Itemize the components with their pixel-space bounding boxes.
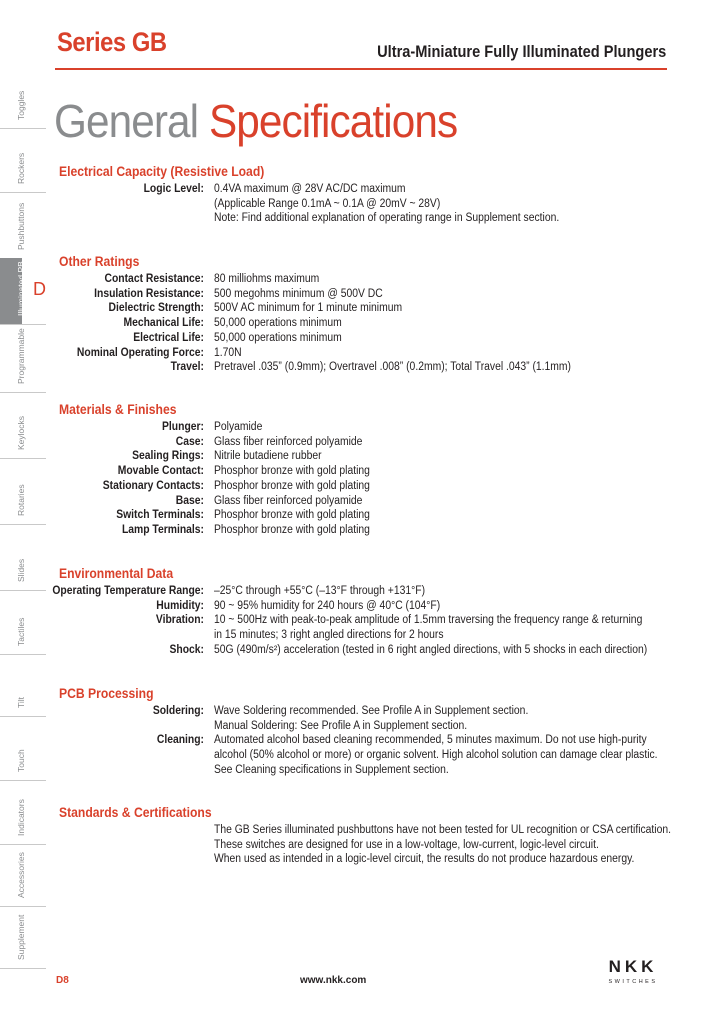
spec-value <box>214 599 440 614</box>
spec-label: Insulation Resistance: <box>94 287 204 300</box>
spec-label: Base: <box>175 494 204 507</box>
logo-text: NKK <box>608 957 658 976</box>
spec-value <box>214 331 342 346</box>
spec-value-line: Phosphor bronze with gold plating <box>214 479 370 492</box>
spec-value-line: Glass fiber reinforced polyamide <box>214 435 363 448</box>
side-tab-text: Rockers <box>16 152 26 184</box>
standards-text <box>214 823 671 867</box>
standards-line: The GB Series illuminated pushbuttons have not been tested for UL recognition or CSA certification. <box>214 824 672 836</box>
spec-value-line: 1.70N <box>214 346 242 359</box>
spec-value-line: Pretravel .035” (0.9mm); Overtravel .008” (0.2mm); Total Travel .043” (1.1mm) <box>214 361 571 374</box>
spec-value-line: –25°C through +55°C (–13°F through +131°F) <box>214 585 426 597</box>
page-title <box>54 94 457 148</box>
side-tab-text: Indicators <box>16 799 26 836</box>
spec-value-line: Note: Find additional explanation of operating range in Supplement section. <box>214 212 560 225</box>
spec-value-line: Automated alcohol based cleaning recommended, 5 minutes maximum. Do not use high-purity <box>214 734 647 747</box>
standards-line: When used as intended in a logic-level circuit, the results do not produce hazardous energy. <box>214 853 635 866</box>
side-tab-text: Tactiles <box>16 617 26 646</box>
spec-value <box>214 523 370 538</box>
website-link[interactable]: www.nkk.com <box>300 975 367 986</box>
spec-label: Sealing Rings: <box>132 450 204 463</box>
spec-value <box>214 494 362 509</box>
side-tab-text: Programmable <box>16 328 26 384</box>
spec-value-line: 90 ~ 95% humidity for 240 hours @ 40°C (104°F) <box>214 599 441 612</box>
side-tab-text: Illuminated PB <box>16 261 26 316</box>
side-tab-text: Touch <box>16 749 26 772</box>
standards-line: These switches are designed for use in a low-voltage, low-current, logic-level circuit. <box>214 838 599 851</box>
spec-label: Travel: <box>170 361 204 374</box>
logo-subtext: SWITCHES <box>608 979 658 985</box>
spec-label: Case: <box>175 435 204 448</box>
spec-label: Nominal Operating Force: <box>76 346 204 359</box>
side-tab-pushbuttons[interactable] <box>0 192 46 259</box>
spec-label: Mechanical Life: <box>123 317 204 330</box>
side-tab-text: Toggles <box>16 90 26 120</box>
spec-label: Cleaning: <box>156 734 204 747</box>
section-title-pcb: PCB Processing <box>59 686 154 701</box>
spec-value-line: 500V AC minimum for 1 minute minimum <box>214 302 403 315</box>
spec-value-line: Glass fiber reinforced polyamide <box>214 494 363 507</box>
page-number: D8 <box>56 975 69 986</box>
spec-value-line: Manual Soldering: See Profile A in Supplement section. <box>214 719 468 732</box>
section-letter: D <box>33 279 46 299</box>
spec-label: Humidity: <box>156 599 204 612</box>
side-tab-supplement[interactable] <box>0 906 46 969</box>
spec-value <box>214 613 642 642</box>
spec-label: Soldering: <box>152 705 204 717</box>
spec-value <box>214 479 370 494</box>
side-tab-toggles[interactable] <box>0 60 46 129</box>
spec-value-line: 80 milliohms maximum <box>214 273 320 285</box>
spec-label: Lamp Terminals: <box>121 523 204 536</box>
spec-value-line: (Applicable Range 0.1mA ~ 0.1A @ 20mV ~ 28V) <box>214 197 441 210</box>
spec-value <box>214 420 262 435</box>
spec-value-line: 10 ~ 500Hz with peak-to-peak amplitude of 1.5mm traversing the frequency range & returning <box>214 614 643 627</box>
side-tab-accessories[interactable] <box>0 844 46 907</box>
page-title-specifications: Specifications <box>208 95 458 147</box>
spec-value <box>214 301 402 316</box>
spec-label: Dielectric Strength: <box>108 302 204 315</box>
spec-value <box>214 464 370 479</box>
spec-label: Vibration: <box>155 614 204 627</box>
spec-value-line: Phosphor bronze with gold plating <box>214 523 370 536</box>
section-title-standards: Standards & Certifications <box>59 805 212 820</box>
spec-value-line: 0.4VA maximum @ 28V AC/DC maximum <box>214 183 406 195</box>
section-title-environmental: Environmental Data <box>59 566 174 581</box>
spec-label: Logic Level: <box>143 183 204 195</box>
spec-value <box>214 584 425 599</box>
side-tab-text: Slides <box>16 558 26 582</box>
spec-value <box>214 643 647 658</box>
spec-value-line: Polyamide <box>214 421 263 433</box>
spec-value <box>214 316 342 331</box>
spec-value-line: alcohol (50% alcohol or more) or organic solvent. High alcohol solution can damage clear plastic. <box>214 749 658 762</box>
spec-value-line: Phosphor bronze with gold plating <box>214 509 370 522</box>
spec-label: Movable Contact: <box>117 465 204 478</box>
side-tab-touch[interactable] <box>0 716 46 781</box>
spec-value-line: 50G (490m/s²) acceleration (tested in 6 right angled directions, with 5 shocks in each direction) <box>214 643 648 656</box>
spec-value <box>214 346 242 361</box>
spec-value-line: Nitrile butadiene rubber <box>214 450 322 463</box>
section-title-electrical: Electrical Capacity (Resistive Load) <box>59 164 265 179</box>
side-tab-indicators[interactable] <box>0 780 46 845</box>
spec-value-line: Phosphor bronze with gold plating <box>214 465 370 478</box>
product-subtitle: Ultra-Miniature Fully Illuminated Plungers <box>376 42 666 61</box>
series-title: Series GB <box>57 27 167 57</box>
side-tab-text: Keylocks <box>16 415 26 450</box>
spec-label: Shock: <box>169 643 204 656</box>
side-tab-text: Rotaries <box>16 484 26 516</box>
spec-value-line: 50,000 operations minimum <box>214 331 342 344</box>
spec-label: Plunger: <box>162 421 204 433</box>
spec-value <box>214 435 362 450</box>
nkk-logo <box>598 956 668 986</box>
section-title-other: Other Ratings <box>59 254 140 269</box>
spec-value <box>214 733 658 777</box>
side-tab-text: Supplement <box>16 914 26 960</box>
spec-label: Stationary Contacts: <box>102 479 204 492</box>
spec-value-line: in 15 minutes; 3 right angled directions for 2 hours <box>214 629 444 642</box>
spec-value-line: 500 megohms minimum @ 500V DC <box>214 287 383 300</box>
spec-value-line: Wave Soldering recommended. See Profile A in Supplement section. <box>214 705 529 717</box>
spec-value-line: See Cleaning specifications in Supplement section. <box>214 763 449 776</box>
spec-value <box>214 704 528 733</box>
spec-label: Electrical Life: <box>133 331 204 344</box>
spec-value <box>214 287 383 302</box>
spec-value-line: 50,000 operations minimum <box>214 317 342 330</box>
spec-value <box>214 449 322 464</box>
spec-value <box>214 508 370 523</box>
spec-value <box>214 272 319 287</box>
side-tab-text: Tilt <box>16 696 26 708</box>
page-title-general: General <box>54 95 199 147</box>
spec-label: Operating Temperature Range: <box>52 585 204 597</box>
spec-label: Contact Resistance: <box>104 273 204 285</box>
spec-label: Switch Terminals: <box>116 509 204 522</box>
section-title-materials: Materials & Finishes <box>59 402 177 417</box>
spec-value <box>214 182 559 226</box>
header-divider <box>55 68 667 70</box>
spec-value <box>214 360 571 375</box>
side-tab-text: Accessories <box>16 852 26 898</box>
side-tab-text: Pushbuttons <box>16 202 26 250</box>
